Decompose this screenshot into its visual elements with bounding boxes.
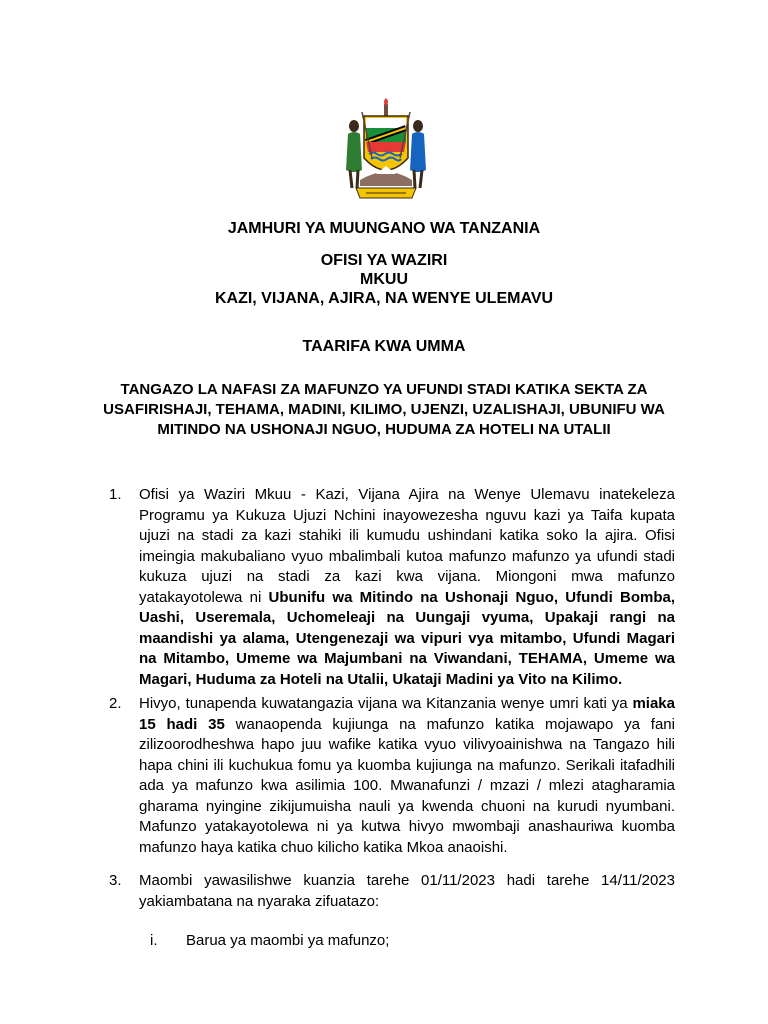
age-range: miaka 15 hadi 35 xyxy=(139,695,675,733)
office-line-1: OFISI YA WAZIRI xyxy=(320,252,448,269)
announcement-title: TANGAZO LA NAFASI ZA MAFUNZO YA UFUNDI STADI KATIKA SEKTA ZA USAFIRISHAJI, TEHAMA, MADINI, KILIMO, UJENZI, UZALISHAJI, UBUNIFU WA MITINDO NA USHONAJI NGUO, HUDUMA ZA HOTELI NA UTALII xyxy=(103,381,665,438)
paragraph-2 xyxy=(109,694,675,858)
coat-of-arms-emblem xyxy=(342,98,430,202)
republic-heading: JAMHURI YA MUUNGANO WA TANZANIA xyxy=(227,220,541,237)
paragraph-number: 1. xyxy=(109,486,122,503)
notice-heading: TAARIFA KWA UMMA xyxy=(302,338,466,355)
paragraph-text-after: wanaopenda kujiunga na mafunzo katika mojawapo ya fani zilizoorodheshwa hapo juu wafike katika vyuo vilivyoainishwa na Tangazo hili hapa chini ili kuchukua fomu ya kuomba kujiunga na mafunzo. Serikali itafadhili ada ya mafunzo kwa asilimia 100. Mwanafunzi / mzazi / mlezi atagharamia gharama nyingine zikijumuisha nauli ya kwenda chuoni na kurudi nyumbani. Mafunzo yatakayotolewa ni ya kutwa hivyo mwombaji anashauriwa kuomba mafunzo haya katika chuo kilicho katika Mkoa anaoishi. xyxy=(139,715,675,856)
paragraph-3 xyxy=(109,871,675,912)
office-line-2: MKUU xyxy=(360,271,408,288)
paragraph-number: 3. xyxy=(109,872,122,889)
paragraph-number: 2. xyxy=(109,695,122,712)
paragraph-body xyxy=(139,485,675,690)
office-line-3: KAZI, VIJANA, AJIRA, NA WENYE ULEMAVU xyxy=(214,290,554,307)
office-heading xyxy=(0,251,768,308)
courses-list: Ubunifu wa Mitindo na Ushonaji Nguo, Ufundi Bomba, Uashi, Useremala, Uchomeleaji na Uungaji vyuma, Upakaji rangi na maandishi ya alama, Utengenezaji wa vipuri vya mitambo, Ufundi Magari na Mitambo, Umeme wa Majumbani na Viwandani, TEHAMA, Umeme wa Magari, Huduma za Hoteli na Utalii, Ukataji Madini ya Vito na Kilimo. xyxy=(139,588,675,688)
paragraph-text-before: Hivyo, tunapenda kuwatangazia vijana wa Kitanzania wenye umri kati ya xyxy=(139,695,633,712)
sub-item-1 xyxy=(150,931,670,951)
paragraph-text: Ofisi ya Waziri Mkuu - Kazi, Vijana Ajira na Wenye Ulemavu inatekeleza Programu ya Kukuza Ujuzi Nchini inayowezesha nguvu kazi ya Taifa kupata ujuzi na stadi za kazi stahiki ili kumudu ushindani katika soko la ajira. Ofisi imeingia makubaliano vyuo mbalimbali kutoa mafunzo mafunzo ya ufundi stadi kukuza ujuzi na stadi za kazi kwa vijana. Miongoni mwa mafunzo yatakayotolewa ni xyxy=(139,486,675,606)
sub-item-number: i. xyxy=(150,932,158,949)
paragraph-body xyxy=(139,694,675,858)
sub-item-text: Barua ya maombi ya mafunzo; xyxy=(186,932,390,949)
paragraph-1 xyxy=(109,485,675,690)
paragraph-body: Maombi yawasilishwe kuanzia tarehe 01/11/2023 hadi tarehe 14/11/2023 yakiambatana na nyaraka zifuatazo: xyxy=(139,872,675,910)
